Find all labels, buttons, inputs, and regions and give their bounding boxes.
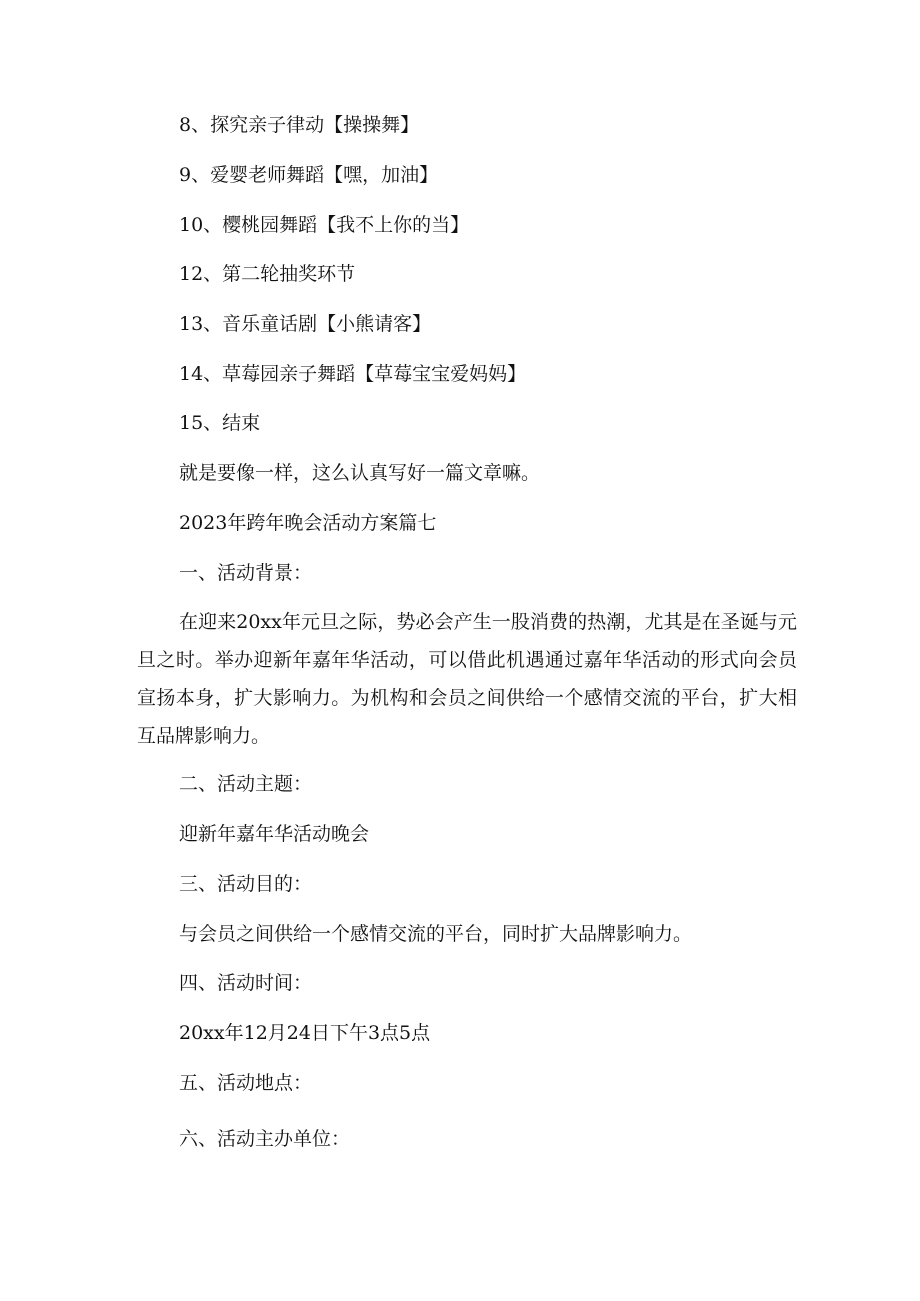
heading-location: 五、活动地点： xyxy=(179,1072,313,1094)
heading-time: 四、活动时间： xyxy=(179,972,313,994)
section-title: 2023年跨年晚会活动方案篇七 xyxy=(179,512,437,534)
heading-theme: 二、活动主题： xyxy=(179,773,313,795)
closing-remark: 就是要像一样，这么认真写好一篇文章嘛。 xyxy=(179,462,541,484)
program-item-12: 12、第二轮抽奖环节 xyxy=(179,263,356,285)
background-paragraph: 在迎来20xx年元旦之际，势必会产生一股消费的热潮，尤其是在圣诞与元旦之时。举办迎新年嘉年华活动，可以借此机遇通过嘉年华活动的形式向会员宣扬本身，扩大影响力。为机构和会员之间供给一个感情交流的平台，扩大相互品牌影响力。 xyxy=(137,611,797,747)
heading-organizer: 六、活动主办单位： xyxy=(179,1128,351,1150)
program-item-14: 14、草莓园亲子舞蹈【草莓宝宝爱妈妈】 xyxy=(179,363,527,385)
program-item-9: 9、爱婴老师舞蹈【嘿，加油】 xyxy=(179,164,439,186)
program-item-15: 15、结束 xyxy=(179,412,261,434)
time-text: 20xx年12月24日下午3点5点 xyxy=(179,1022,431,1044)
program-item-10: 10、樱桃园舞蹈【我不上你的当】 xyxy=(179,214,470,236)
program-item-13: 13、音乐童话剧【小熊请客】 xyxy=(179,313,432,335)
purpose-text: 与会员之间供给一个感情交流的平台，同时扩大品牌影响力。 xyxy=(179,923,693,945)
heading-background: 一、活动背景： xyxy=(179,562,313,584)
theme-text: 迎新年嘉年华活动晚会 xyxy=(179,823,370,845)
program-item-8: 8、探究亲子律动【操操舞】 xyxy=(179,114,420,136)
heading-purpose: 三、活动目的： xyxy=(179,873,313,895)
